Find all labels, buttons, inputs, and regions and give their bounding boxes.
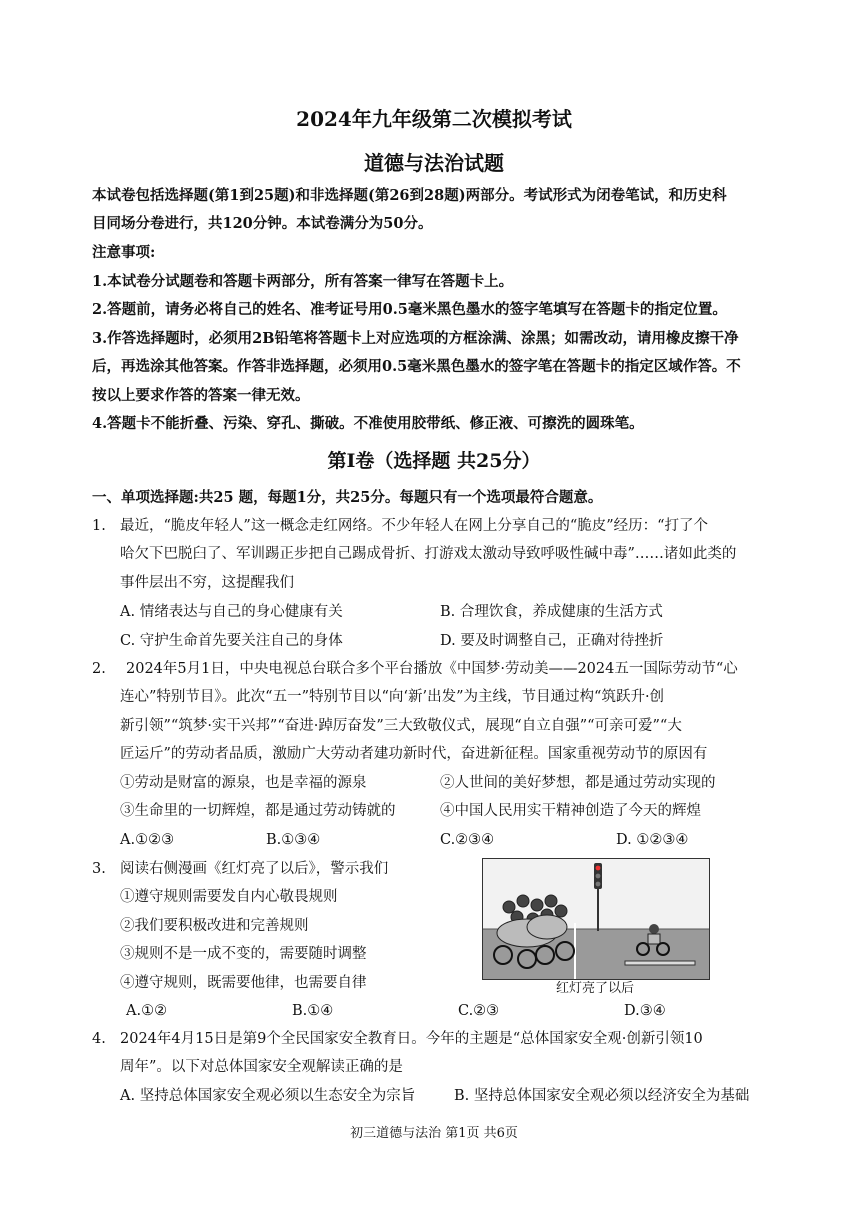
q3-option-c: C.②③ <box>458 1003 500 1019</box>
q3-number: 3. <box>92 861 106 877</box>
q2-option-d: D. ①②③④ <box>616 832 689 848</box>
note-1: 1.本试卷分试题卷和答题卡两部分，所有答案一律写在答题卡上。 <box>92 273 514 290</box>
intro-line-1: 本试卷包括选择题(第1到25题)和非选择题(第26到28题)两部分。考试形式为闭卷笔试，和历史科 <box>92 187 727 204</box>
q2-stem-line-4: 匠运斤”的劳动者品质，激励广大劳动者建功新时代，奋进新征程。国家重视劳动节的原因有 <box>120 746 708 762</box>
q1-option-d: D. 要及时调整自己，正确对待挫折 <box>440 633 664 649</box>
note-2: 2.答题前，请务必将自己的姓名、准考证号用0.5毫米黑色墨水的签字笔填写在答题卡的指定位置。 <box>92 301 727 318</box>
q3-statement-2: ②我们要积极改进和完善规则 <box>120 918 309 934</box>
q2-stem-line-2: 连心”特别节目》。此次“五一”特别节目以“向‘新’出发”为主线，节目通过构“筑跃升·创 <box>120 689 665 705</box>
section-title: 第Ⅰ卷（选择题 共25分） <box>327 450 541 472</box>
q3-stem-line-1: 阅读右侧漫画《红灯亮了以后》，警示我们 <box>120 861 389 877</box>
q2-statement-2: ②人世间的美好梦想，都是通过劳动实现的 <box>440 775 716 791</box>
page-footer: 初三道德与法治 第1页 共6页 <box>350 1126 518 1141</box>
notes-label: 注意事项: <box>92 244 156 261</box>
note-3-end: 按以上要求作答的答案一律无效。 <box>92 387 310 404</box>
q3-statement-4: ④遵守规则，既需要他律，也需要自律 <box>120 975 367 991</box>
q1-option-a: A. 情绪表达与自己的身心健康有关 <box>120 604 343 620</box>
q1-stem-line-2: 哈欠下巴脱臼了、军训踢正步把自己踢成骨折、打游戏太激动导致呼吸性碱中毒”……诸如此类的 <box>120 546 737 562</box>
note-3-cont: 后，再选涂其他答案。作答非选择题，必须用0.5毫米黑色墨水的签字笔在答题卡的指定区域作答。不 <box>92 358 741 375</box>
q2-stem-line-3: 新引领”“筑梦·实干兴邦”“奋进·踔厉奋发”三大致敬仪式，展现“自立自强”“可亲可爱”“大 <box>120 718 682 734</box>
q1-number: 1. <box>92 518 106 534</box>
q2-stem-line-1: 2024年5月1日，中央电视总台联合多个平台播放《中国梦·劳动美——2024五一国际劳动节“心 <box>126 661 738 677</box>
intro-line-2: 目同场分卷进行，共120分钟。本试卷满分为50分。 <box>92 215 433 232</box>
q2-option-a: A.①②③ <box>120 832 175 848</box>
q3-statement-1: ①遵守规则需要发自内心敬畏规则 <box>120 889 338 905</box>
note-3: 3.作答选择题时，必须用2B铅笔将答题卡上对应选项的方框涂满、涂黑；如需改动，请用橡皮擦干净 <box>92 330 739 347</box>
subject-title: 道德与法治试题 <box>364 151 504 175</box>
q1-stem-line-1: 最近，“脆皮年轻人”这一概念走红网络。不少年轻人在网上分享自己的“脆皮”经历：“打了个 <box>120 518 709 534</box>
cartoon-illustration <box>483 859 709 979</box>
q4-option-b: B. 坚持总体国家安全观必须以经济安全为基础 <box>454 1088 750 1104</box>
q2-option-b: B.①③④ <box>266 832 321 848</box>
q2-number: 2. <box>92 661 106 677</box>
q1-stem-line-3: 事件层出不穷，这提醒我们 <box>120 575 294 591</box>
q2-statement-3: ③生命里的一切辉煌，都是通过劳动铸就的 <box>120 803 396 819</box>
q4-number: 4. <box>92 1031 106 1047</box>
q1-option-c: C. 守护生命首先要关注自己的身体 <box>120 633 343 649</box>
section-instruction: 一、单项选择题:共25 题，每题1分，共25分。每题只有一个选项最符合题意。 <box>92 489 603 506</box>
q2-option-c: C.②③④ <box>440 832 495 848</box>
note-4: 4.答题卡不能折叠、污染、穿孔、撕破。不准使用胶带纸、修正液、可擦洗的圆珠笔。 <box>92 415 644 432</box>
q4-stem-line-1: 2024年4月15日是第9个全民国家安全教育日。今年的主题是“总体国家安全观·创新引领10 <box>120 1031 703 1047</box>
q4-option-a: A. 坚持总体国家安全观必须以生态安全为宗旨 <box>120 1088 416 1104</box>
q4-stem-line-2: 周年”。以下对总体国家安全观解读正确的是 <box>120 1059 403 1075</box>
q3-option-b: B.①④ <box>292 1003 334 1019</box>
cartoon-image <box>482 858 710 980</box>
q1-option-b: B. 合理饮食，养成健康的生活方式 <box>440 604 663 620</box>
q2-statement-1: ①劳动是财富的源泉，也是幸福的源泉 <box>120 775 367 791</box>
q3-statement-3: ③规则不是一成不变的，需要随时调整 <box>120 946 367 962</box>
q2-statement-4: ④中国人民用实干精神创造了今天的辉煌 <box>440 803 701 819</box>
exam-title: 2024年九年级第二次模拟考试 <box>296 107 572 131</box>
q3-option-d: D.③④ <box>624 1003 666 1019</box>
cartoon-caption: 红灯亮了以后 <box>555 981 634 996</box>
q3-option-a: A.①② <box>126 1003 168 1019</box>
